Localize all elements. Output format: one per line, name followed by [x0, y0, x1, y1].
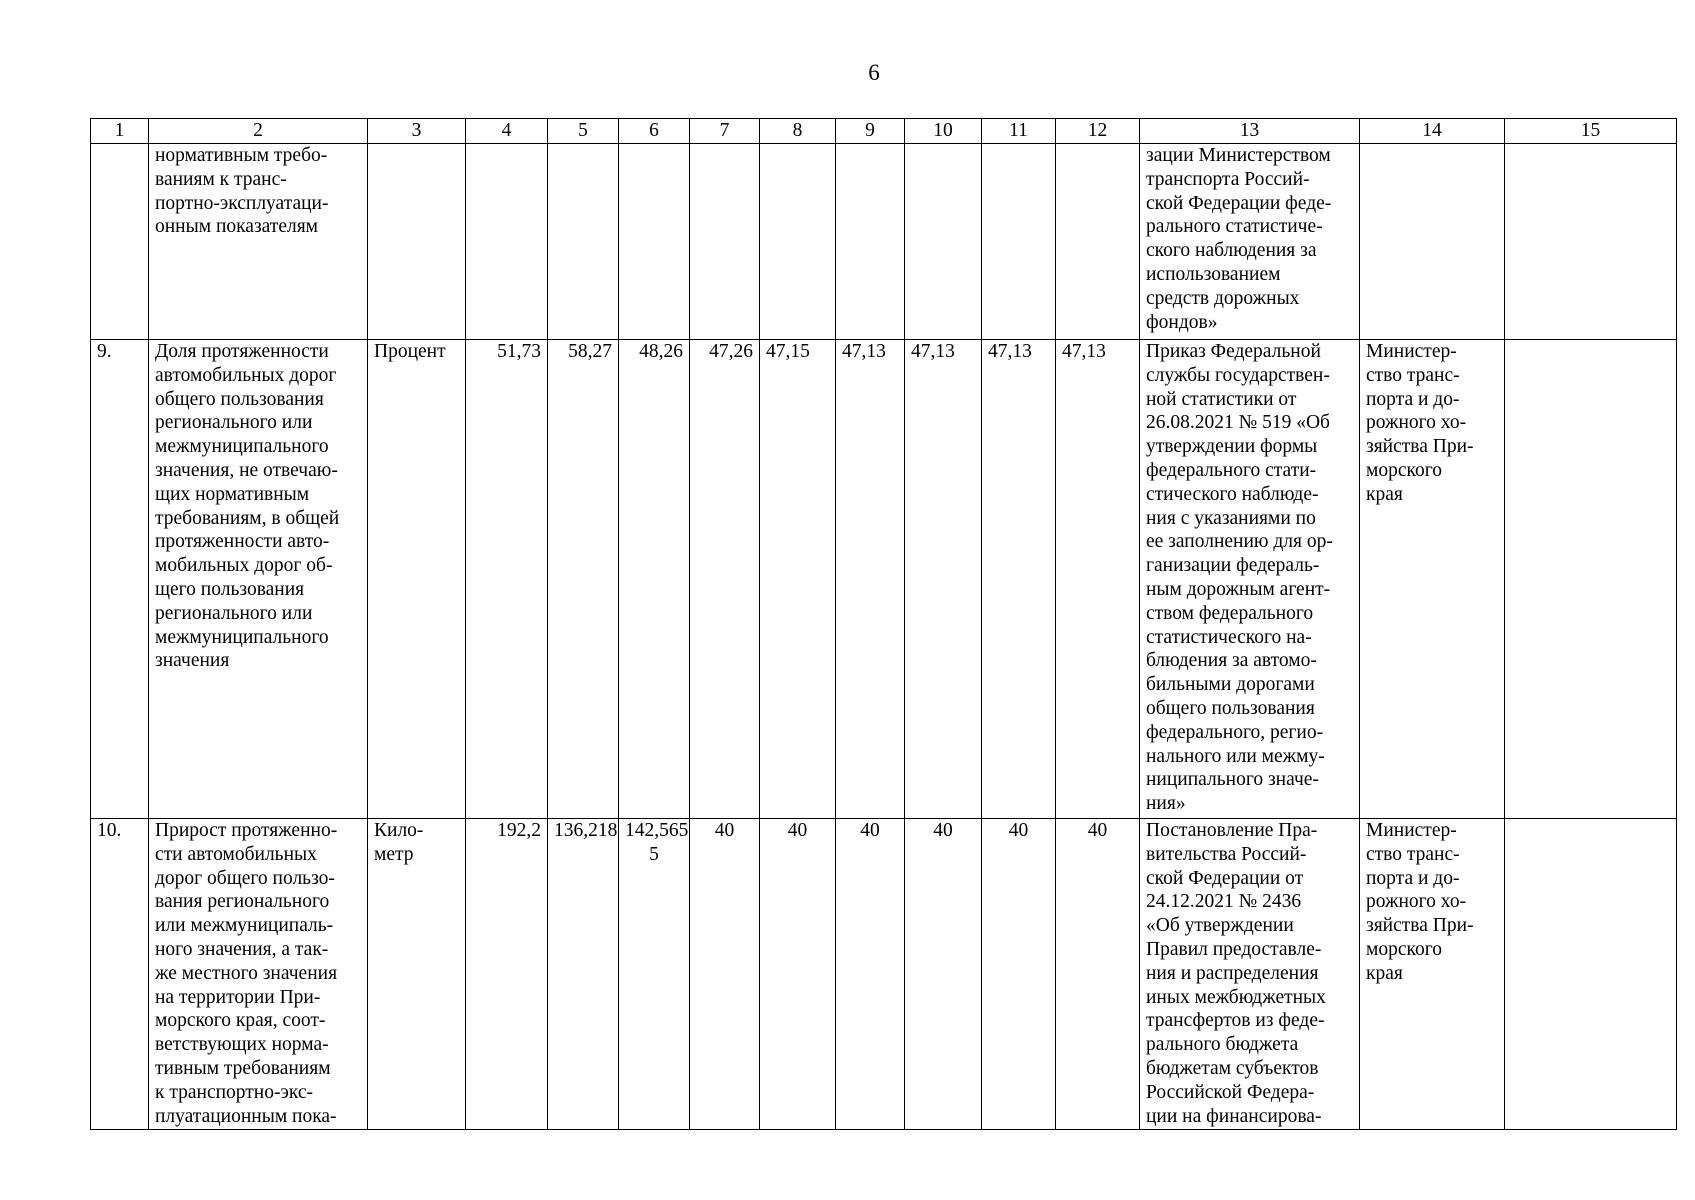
- responsible-body: [1360, 144, 1505, 340]
- value-cell-5: [548, 144, 619, 340]
- column-header-1: 1: [91, 119, 149, 144]
- unit-cell: Кило- метр: [368, 819, 466, 1130]
- value-cell-12: 47,13: [1056, 340, 1140, 819]
- value-cell-4: 192,2: [466, 819, 548, 1130]
- value-cell-9: 40: [836, 819, 905, 1130]
- value-cell-8: 47,15: [760, 340, 836, 819]
- column-header-9: 9: [836, 119, 905, 144]
- column-header-5: 5: [548, 119, 619, 144]
- column-header-3: 3: [368, 119, 466, 144]
- column-15-cell: [1505, 819, 1677, 1130]
- value-cell-11: 47,13: [982, 340, 1056, 819]
- value-cell-5: 136,218: [548, 819, 619, 1130]
- column-15-cell: [1505, 144, 1677, 340]
- value-cell-6: 48,26: [619, 340, 690, 819]
- responsible-body: Министер- ство транс- порта и до- рожного хо- зяйства При- морского края: [1360, 340, 1505, 819]
- value-cell-12: 40: [1056, 819, 1140, 1130]
- indicator-name: нормативным требо- ваниям к транс- портно-эксплуатаци- онным показателям: [149, 144, 368, 340]
- regulation-source: Постановление Пра- вительства Россий- ской Федерации от 24.12.2021 № 2436 «Об утверждении Правил предоставле- ния и распределения иных межбюджетных трансфертов из феде- рального бюджета бюджетам субъектов Российской Федера- ции на финансирова-: [1140, 819, 1360, 1130]
- value-cell-6: [619, 144, 690, 340]
- value-cell-7: [690, 144, 760, 340]
- table-row-10: [91, 819, 1677, 1130]
- table-row-continuation: [91, 144, 1677, 340]
- value-cell-4: 51,73: [466, 340, 548, 819]
- value-cell-9: [836, 144, 905, 340]
- column-header-13: 13: [1140, 119, 1360, 144]
- value-cell-7: 40: [690, 819, 760, 1130]
- column-header-11: 11: [982, 119, 1056, 144]
- value-cell-10: [905, 144, 982, 340]
- indicator-name: Доля протяженности автомобильных дорог общего пользования регионального или межмуниципального значения, не отвечаю- щих нормативным требованиям, в общей протяженности авто- мобильных дорог об- щего пользования регионального или межмуниципального значения: [149, 340, 368, 819]
- indicators-table: [90, 118, 1677, 1130]
- value-cell-8: [760, 144, 836, 340]
- column-header-2: 2: [149, 119, 368, 144]
- value-cell-5: 58,27: [548, 340, 619, 819]
- value-cell-10: 47,13: [905, 340, 982, 819]
- column-header-10: 10: [905, 119, 982, 144]
- value-cell-11: [982, 144, 1056, 340]
- row-number: 10.: [91, 819, 149, 1130]
- regulation-source: зации Министерством транспорта Россий- ской Федерации феде- рального статистиче- ского наблюдения за использованием средств дорожных фондов»: [1140, 144, 1360, 340]
- unit-cell: [368, 144, 466, 340]
- indicator-name: Прирост протяженно- сти автомобильных дорог общего пользо- вания регионального или межмуниципаль- ного значения, а так- же местного значения на территории При- морского края, соот- ветствующих норма- тивным требованиям к транспортно-экс- плуатационным пока-: [149, 819, 368, 1130]
- value-cell-11: 40: [982, 819, 1056, 1130]
- column-header-7: 7: [690, 119, 760, 144]
- column-header-8: 8: [760, 119, 836, 144]
- column-header-12: 12: [1056, 119, 1140, 144]
- column-header-4: 4: [466, 119, 548, 144]
- value-cell-7: 47,26: [690, 340, 760, 819]
- page-number: 6: [868, 60, 880, 85]
- unit-cell: Процент: [368, 340, 466, 819]
- value-cell-9: 47,13: [836, 340, 905, 819]
- column-15-cell: [1505, 340, 1677, 819]
- header-row: [91, 119, 1677, 144]
- regulation-source: Приказ Федеральной службы государствен- ной статистики от 26.08.2021 № 519 «Об утверждении формы федерального стати- стического наблюде- ния с указаниями по ее заполнению для ор- ганизации федераль- ным дорожным агент- ством федерального статистического на- блюдения за автомо- бильными дорогами общего пользования федерального, регио- нального или межму- ниципального значе- ния»: [1140, 340, 1360, 819]
- table-row-9: [91, 340, 1677, 819]
- column-header-15: 15: [1505, 119, 1677, 144]
- column-header-14: 14: [1360, 119, 1505, 144]
- value-cell-12: [1056, 144, 1140, 340]
- column-header-6: 6: [619, 119, 690, 144]
- value-cell-10: 40: [905, 819, 982, 1130]
- responsible-body: Министер- ство транс- порта и до- рожного хо- зяйства При- морского края: [1360, 819, 1505, 1130]
- value-cell-4: [466, 144, 548, 340]
- value-cell-8: 40: [760, 819, 836, 1130]
- row-number: 9.: [91, 340, 149, 819]
- value-cell-6: 142,565 5: [619, 819, 690, 1130]
- row-number: [91, 144, 149, 340]
